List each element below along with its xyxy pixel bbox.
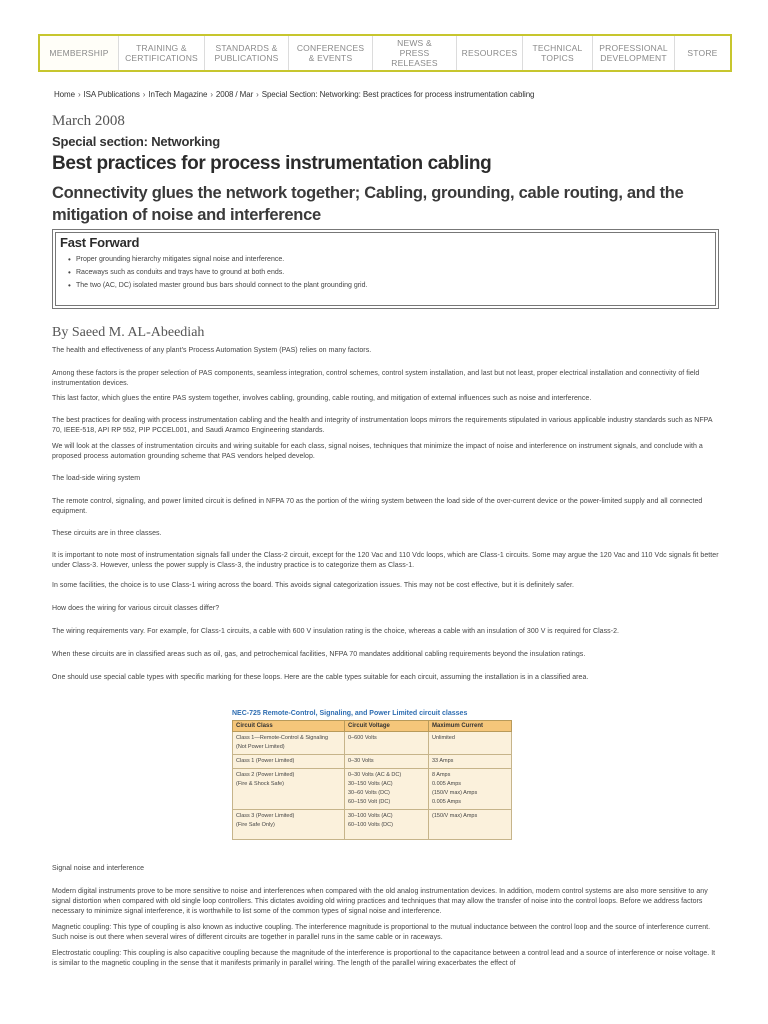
- subheading-wiring-question: How does the wiring for various circuit classes differ?: [52, 605, 220, 612]
- cell-line: (Fire Safe Only): [236, 822, 275, 828]
- cell-line: 8 Amps: [432, 772, 451, 778]
- paragraph: We will look at the classes of instrumentation circuits and wiring suitable for each class, signal noises, techniques that minimize the impact of noise and interference on instrument signals, and conclude with a proposed process automation grounding scheme that PAS vendors helped develop.: [52, 443, 703, 460]
- breadcrumb-separator: ›: [142, 90, 146, 99]
- cell-line: 0–30 Volts: [348, 758, 374, 764]
- cell-line: 0.005 Amps: [432, 781, 462, 787]
- nav-membership[interactable]: MEMBERSHIP: [40, 36, 118, 70]
- paragraph: The best practices for dealing with process instrumentation cabling and the health and integrity of instrumentation loops mirrors the requirements stipulated in various applicable industry standards such as NFPA 70, IEEE-518, API RP 552, PIP PCCEL001, and Saudi Aramco Engineering standards.: [52, 417, 713, 434]
- article-date: March 2008: [52, 113, 125, 129]
- cell-line: Class 1 (Power Limited): [236, 758, 295, 764]
- table-cell: [429, 810, 512, 840]
- nav-training-certifications[interactable]: TRAINING & CERTIFICATIONS: [118, 36, 204, 70]
- circuit-classes-table: [232, 720, 512, 840]
- table-header-row: [233, 721, 512, 732]
- table-cell: [345, 810, 429, 840]
- table-title: NEC-725 Remote-Control, Signaling, and Power Limited circuit classes: [232, 710, 468, 717]
- paragraph: One should use special cable types with specific marking for these loops. Here are the cable types suitable for each circuit, assuming the installation is in a classified area.: [52, 674, 589, 681]
- paragraph: Modern digital instruments prove to be more sensitive to noise and interferences when compared with the old analog instrumentation devices. In addition, modern control systems are also more sensitive to any signal distortion when compared with old single loop controllers. This dictates avoiding old wiring practices and techniques that may allow the transfer of noise into the control loops. Before we address factors necessary to minimize signal interference, it is worthwhile to list some of the common types of signal noise and interference.: [52, 888, 708, 915]
- table-cell: [233, 755, 345, 769]
- table-cell: [429, 755, 512, 769]
- top-navigation: [38, 34, 732, 72]
- cell-line: (Not Power Limited): [236, 744, 285, 750]
- paragraph: The remote control, signaling, and power limited circuit is defined in NFPA 70 as the portion of the wiring system between the load side of the over-current device or the power-limited supply and all connected equipment.: [52, 498, 703, 515]
- cell-line: Class 3 (Power Limited): [236, 813, 295, 819]
- nav-news-press-releases[interactable]: NEWS & PRESS RELEASES: [372, 36, 456, 70]
- table-cell: [345, 755, 429, 769]
- cell-line: 0–30 Volts (AC & DC): [348, 772, 402, 778]
- article-author: By Saeed M. AL-Abeediah: [52, 325, 205, 340]
- cell-line: (150/V max) Amps: [432, 813, 478, 819]
- paragraph: It is important to note most of instrumentation signals fall under the Class-2 circuit, except for the 120 Vac and 110 Vdc loops, which are Class-1 circuits. Some may argue the 120 Vac and 110 Vdc signals fit better under Class-3. However, unless the power supply is Class-3, the industry practice is to categorize them as Class-1.: [52, 552, 719, 569]
- breadcrumb-isa-publications[interactable]: ISA Publications: [83, 90, 140, 99]
- paragraph: This last factor, which glues the entire PAS system together, involves cabling, grounding, cable routing, and mitigation of external influences such as noise and interference.: [52, 395, 592, 402]
- paragraph: The health and effectiveness of any plant's Process Automation System (PAS) relies on many factors.: [52, 347, 372, 354]
- paragraph: In some facilities, the choice is to use Class-1 wiring across the board. This avoids signal categorization issues. This may not be cost effective, but it is definitely safer.: [52, 582, 574, 589]
- cell-line: 33 Amps: [432, 758, 454, 764]
- cell-line: 0–600 Volts: [348, 735, 377, 741]
- fast-forward-inner: [55, 232, 716, 306]
- breadcrumb-intech-magazine[interactable]: InTech Magazine: [148, 90, 208, 99]
- breadcrumb: [54, 90, 534, 99]
- breadcrumb-separator: ›: [256, 90, 259, 99]
- table-header-cell: Circuit Voltage: [345, 721, 429, 732]
- fast-forward-box: [52, 229, 719, 309]
- subheading-signal-noise: Signal noise and interference: [52, 865, 145, 872]
- article-body-bottom: [52, 864, 720, 969]
- article-body-top: [52, 346, 720, 683]
- article-section: Special section: Networking: [52, 134, 220, 149]
- paragraph: When these circuits are in classified areas such as oil, gas, and petrochemical facilities, NFPA 70 mandates additional cabling requirements beyond the insulation ratings.: [52, 651, 586, 658]
- table-row: [233, 732, 512, 755]
- paragraph: Magnetic coupling: This type of coupling is also known as inductive coupling. The interference magnitude is proportional to the mutual inductance between the control loop and the source of interference current. Such noise is out there when several wires of different circuits are together in parallel runs in the same cable or in raceways.: [52, 924, 711, 941]
- nav-conferences-events[interactable]: CONFERENCES & EVENTS: [288, 36, 372, 70]
- breadcrumb-issue[interactable]: 2008 / Mar: [215, 90, 254, 99]
- table-cell: [233, 810, 345, 840]
- cell-line: (150/V max) Amps: [432, 790, 478, 796]
- fast-forward-list: [60, 253, 711, 292]
- nav-professional-development[interactable]: PROFESSIONAL DEVELOPMENT: [592, 36, 674, 70]
- paragraph: Electrostatic coupling: This coupling is also capacitive coupling because the magnitude of the interference is proportional to the capacitance between a control lead and a source of interference or noise voltage. It is similar to the magnetic coupling in the sense that it manifests primarily in parallel wiring. The length of the parallel wiring exacerbates the effect of: [52, 950, 716, 967]
- nav-resources[interactable]: RESOURCES: [456, 36, 522, 70]
- cell-line: 60–150 Volt (DC): [348, 799, 391, 805]
- table-cell: [429, 732, 512, 755]
- cell-line: Unlimited: [432, 735, 455, 741]
- table-row: [233, 810, 512, 840]
- nav-standards-publications[interactable]: STANDARDS & PUBLICATIONS: [204, 36, 288, 70]
- article-title: Best practices for process instrumentation cabling: [52, 153, 492, 174]
- fast-forward-item: • The two (AC, DC) isolated master ground bus bars should connect to the plant grounding grid.: [68, 279, 711, 292]
- breadcrumb-separator: ›: [210, 90, 213, 99]
- cell-line: Class 1—Remote-Control & Signaling: [236, 735, 329, 741]
- table-cell: [233, 769, 345, 810]
- nav-store[interactable]: STORE: [674, 36, 730, 70]
- fast-forward-title: Fast Forward: [60, 235, 140, 250]
- cell-line: (Fire & Shock Safe): [236, 781, 284, 787]
- table-header-cell: Circuit Class: [233, 721, 345, 732]
- cell-line: 30–60 Volts (DC): [348, 790, 390, 796]
- table-header-cell: Maximum Current: [429, 721, 512, 732]
- circuit-classes-figure: [232, 710, 512, 840]
- paragraph: The wiring requirements vary. For example, for Class-1 circuits, a cable with 600 V insulation rating is the choice, whereas a cable with an insulation of 300 V is required for Class-2.: [52, 628, 620, 635]
- cell-line: 60–100 Volts (DC): [348, 822, 393, 828]
- paragraph: Among these factors is the proper selection of PAS components, seamless integration, control schemes, control system installation, and last but not least, proper electrical installation and connectivity of field instrumentation devices.: [52, 370, 700, 387]
- cell-line: Class 2 (Power Limited): [236, 772, 295, 778]
- table-cell: [429, 769, 512, 810]
- article-subtitle: Connectivity glues the network together; Cabling, grounding, cable routing, and the mitigation of noise and interference: [52, 184, 684, 224]
- breadcrumb-home[interactable]: Home: [54, 90, 75, 99]
- subheading-load-side-wiring: The load-side wiring system: [52, 475, 141, 482]
- table-cell: [345, 732, 429, 755]
- breadcrumb-separator: ›: [77, 90, 81, 99]
- nav-technical-topics[interactable]: TECHNICAL TOPICS: [522, 36, 592, 70]
- cell-line: 30–150 Volts (AC): [348, 781, 393, 787]
- table-cell: [345, 769, 429, 810]
- table-row: [233, 755, 512, 769]
- table-cell: [233, 732, 345, 755]
- cell-line: 30–100 Volts (AC): [348, 813, 393, 819]
- fast-forward-item: • Raceways such as conduits and trays have to ground at both ends.: [68, 266, 711, 279]
- paragraph: These circuits are in three classes.: [52, 530, 162, 537]
- fast-forward-item: • Proper grounding hierarchy mitigates signal noise and interference.: [68, 253, 711, 266]
- breadcrumb-current: Special Section: Networking: Best practices for process instrumentation cabling: [261, 90, 535, 99]
- table-row: [233, 769, 512, 810]
- cell-line: 0.005 Amps: [432, 799, 462, 805]
